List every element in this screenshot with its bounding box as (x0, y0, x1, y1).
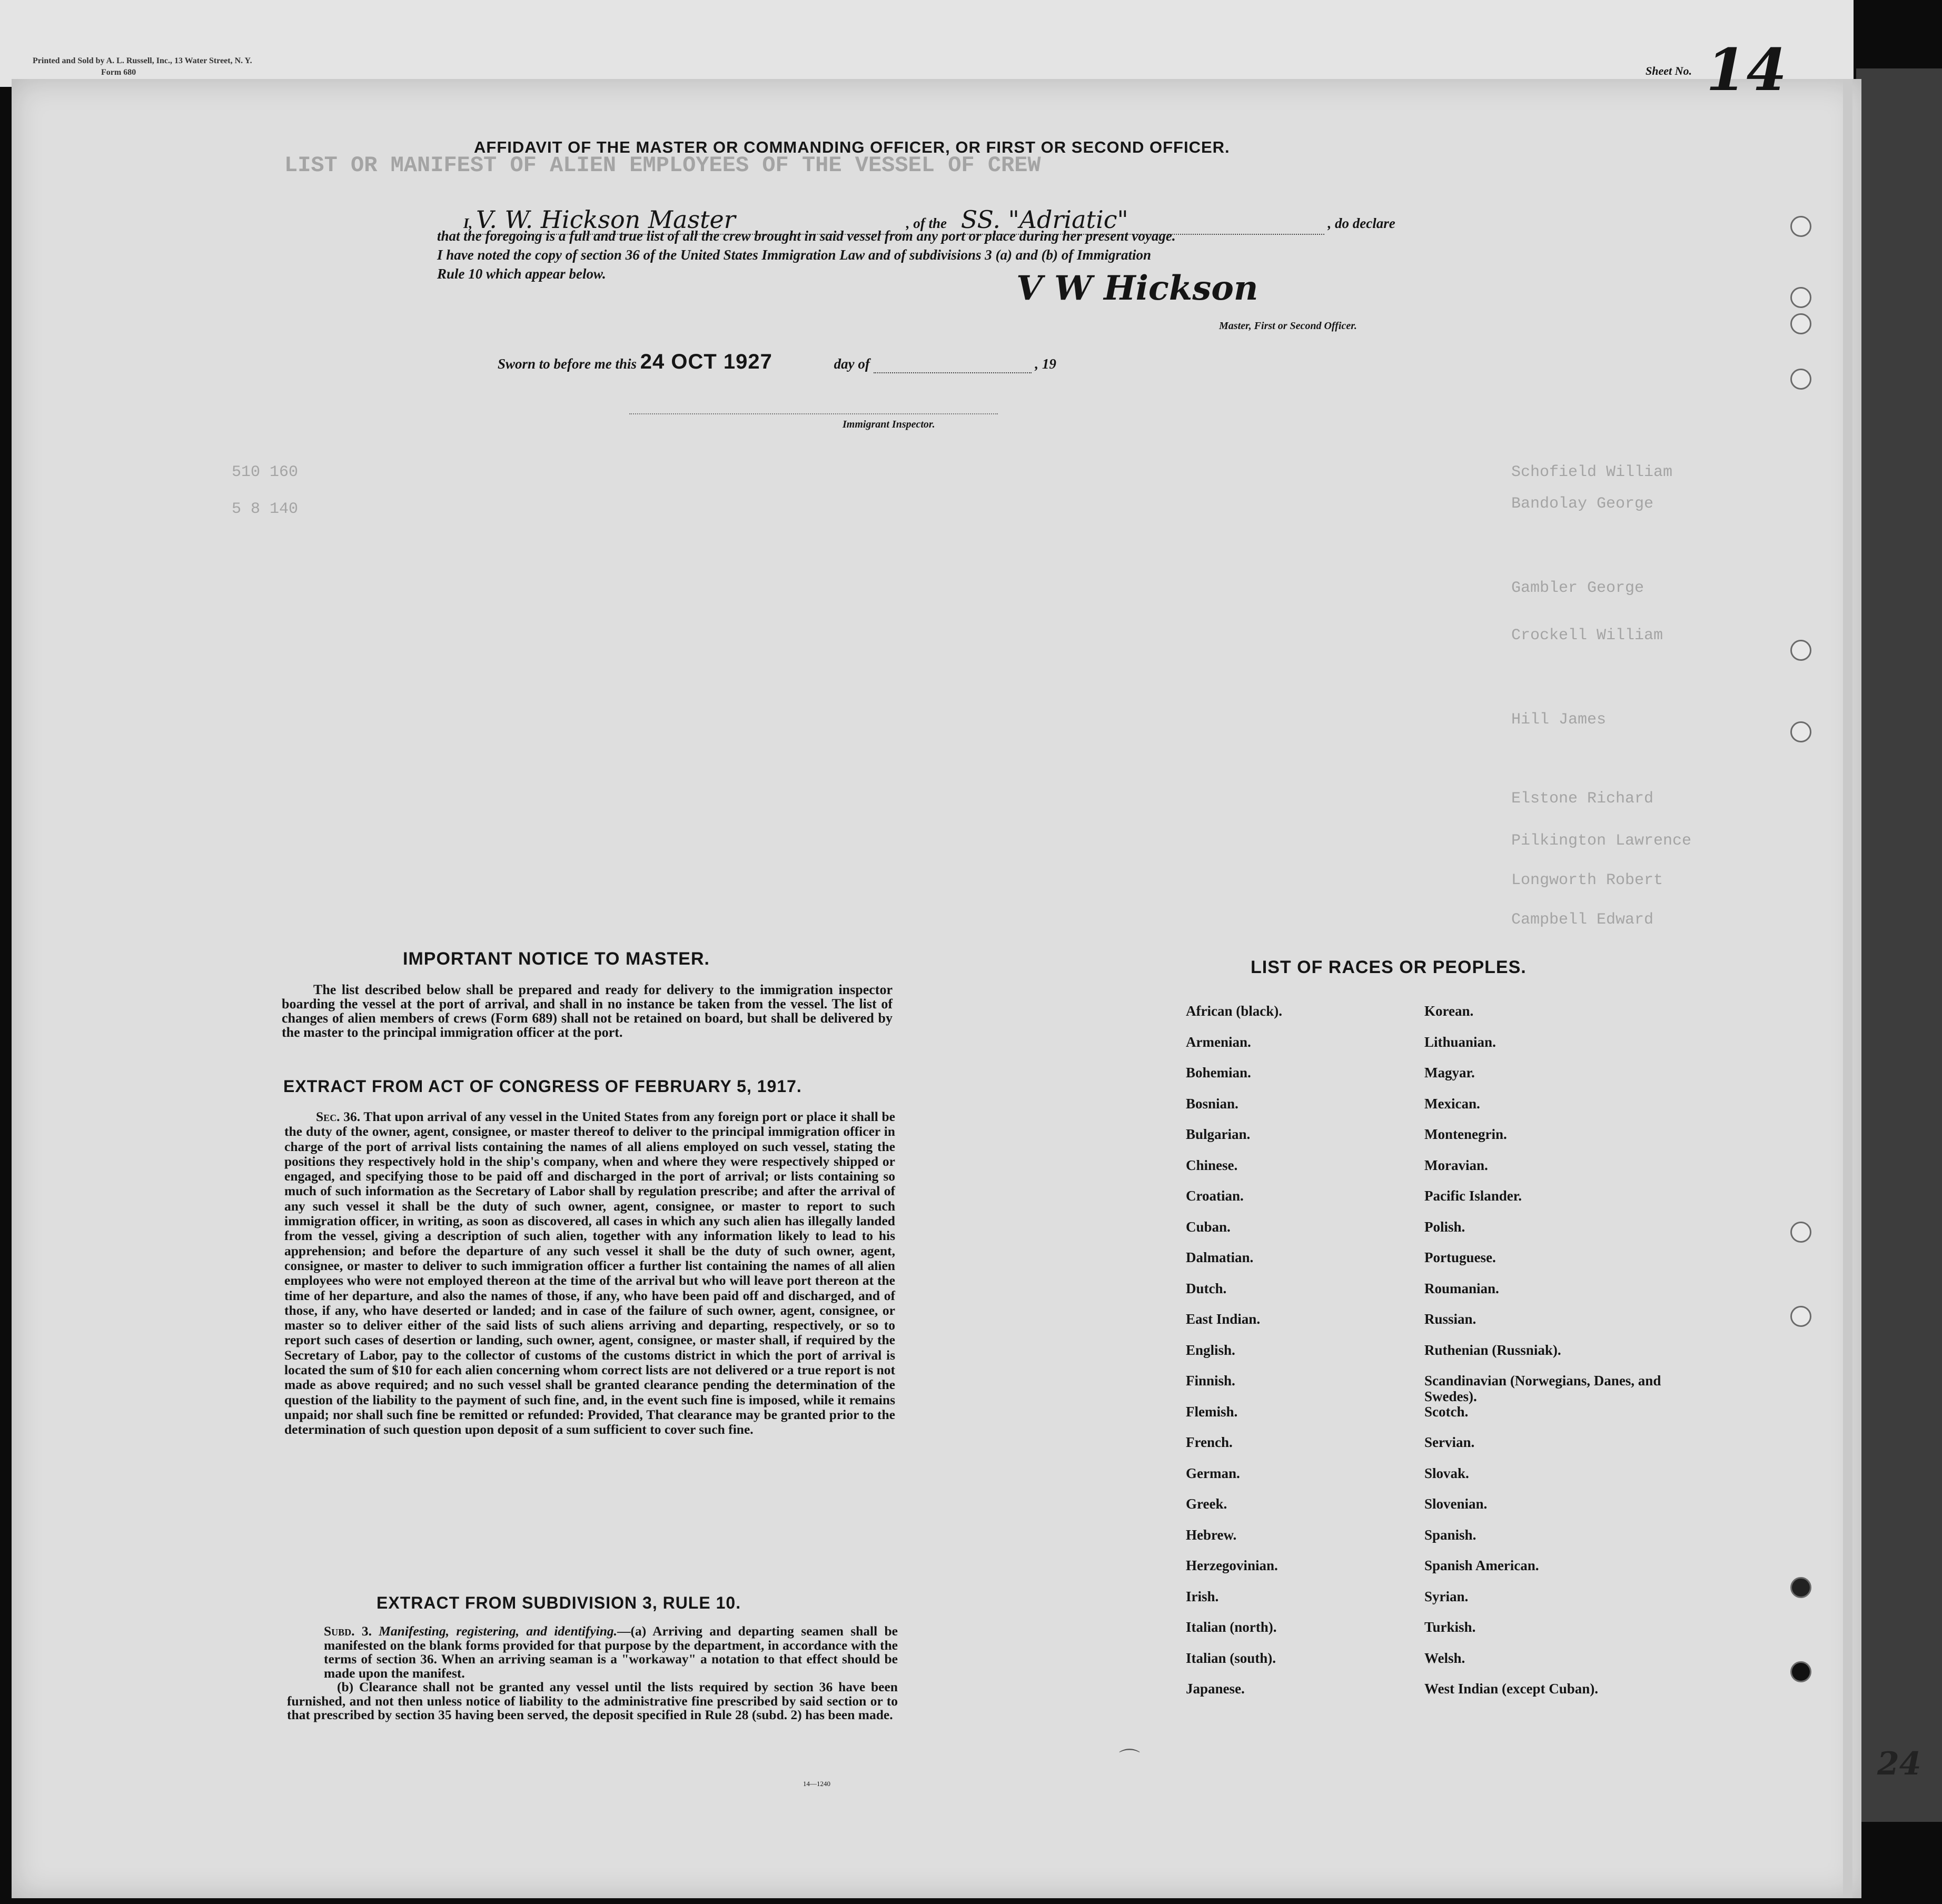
notice-text: The list described below shall be prepared and ready for delivery to the immigration inspector boarding the vessel at the port of arrival, and shall in no instance be taken from the vessel. The list of changes of alien members of crews (Form 689) shall not be retained on board, but shall be delivered by the master to the principal immigration officer at the port. (282, 982, 893, 1040)
race-item: Bosnian. (1186, 1095, 1238, 1112)
declaration-line: I have noted the copy of section 36 of the United States Immigration Law and of subdivisions 3 (a) and (b) of Immigration (437, 247, 1152, 263)
i-label: I, (463, 215, 473, 231)
declaration-text (437, 226, 1448, 283)
extract-act-title: EXTRACT FROM ACT OF CONGRESS OF FEBRUARY 5, 1917. (283, 1077, 802, 1096)
race-item: Herzegovinian. (1186, 1558, 1278, 1573)
race-item: Korean. (1424, 1003, 1474, 1019)
punch-hole (1790, 721, 1811, 742)
inspector-label: Immigrant Inspector. (843, 419, 935, 430)
subdivision-3-text (287, 1623, 898, 1722)
race-item: Lithuanian. (1424, 1034, 1496, 1050)
punch-hole (1790, 640, 1811, 661)
sheet-label: Sheet No. (1646, 64, 1692, 77)
sworn-label: Sworn to before me this (498, 356, 637, 372)
sworn-line (498, 350, 1056, 374)
punch-hole (1790, 287, 1811, 308)
race-item: Ruthenian (Russniak). (1424, 1342, 1561, 1358)
extract-rule-title: EXTRACT FROM SUBDIVISION 3, RULE 10. (376, 1593, 741, 1612)
race-item: West Indian (except Cuban). (1424, 1681, 1599, 1697)
punch-hole (1790, 216, 1811, 237)
race-item: Greek. (1186, 1496, 1227, 1512)
para-b: (b) Clearance shall not be granted any vessel until the lists required by section 36 have been furnished, and not then unless notice of liability to the administrative fine prescribed by said section or to that prescribed by section 35 having been served, the deposit specified in Rule 28 (subd. 2) has been made. (287, 1679, 898, 1722)
top-paper-strip (0, 0, 1854, 87)
subd-heading: Manifesting, registering, and identifying. (379, 1623, 618, 1639)
subd-label: Subd. 3. (324, 1623, 372, 1639)
race-item: Scotch. (1424, 1403, 1469, 1420)
race-item: Spanish. (1424, 1526, 1477, 1543)
punch-hole (1790, 369, 1811, 390)
race-item: East Indian. (1186, 1311, 1261, 1327)
race-item: Japanese. (1186, 1681, 1245, 1697)
corner-mark: 24 (1877, 1746, 1921, 1782)
race-item: Hebrew. (1186, 1526, 1237, 1543)
officer-name: V. W. Hickson Master (476, 205, 736, 234)
inspector-signature-line (629, 413, 998, 414)
races-left-column (1186, 1003, 1439, 1712)
printer-line: Printed and Sold by A. L. Russell, Inc., 13 Water Street, N. Y. (33, 56, 252, 65)
race-item: Montenegrin. (1424, 1126, 1507, 1142)
declaration-line: Rule 10 which appear below. (437, 266, 606, 282)
punch-hole (1790, 1661, 1811, 1682)
race-item: Welsh. (1424, 1650, 1465, 1666)
race-item: Cuban. (1186, 1218, 1231, 1235)
notice-body (282, 983, 893, 1039)
declaration-line: that the foregoing is a full and true list of all the crew brought in said vessel from any port or place during her present voyage. (437, 228, 1176, 244)
declare-label: , do declare (1327, 215, 1395, 231)
notice-title: IMPORTANT NOTICE TO MASTER. (403, 949, 710, 969)
race-item: Moravian. (1424, 1157, 1488, 1173)
race-item: Turkish. (1424, 1619, 1476, 1635)
race-item: Finnish. (1186, 1373, 1235, 1389)
race-item: Italian (north). (1186, 1619, 1277, 1635)
race-item: Bulgarian. (1186, 1126, 1251, 1142)
date-stamp: 24 OCT 1927 (640, 350, 772, 373)
master-signature: V W Hickson (1016, 269, 1259, 308)
sheet-number: 14 (1706, 36, 1787, 104)
section-36-text (284, 1109, 895, 1437)
race-item: Portuguese. (1424, 1250, 1496, 1265)
race-item: Magyar. (1424, 1065, 1475, 1080)
vessel-name: SS. "Adriatic" (960, 205, 1128, 234)
section-body: That upon arrival of any vessel in the United States from any foreign port or place it shall be the duty of the owner, agent, consignee, or master thereof to deliver to the principal immigration officer in charge of the port of arrival lists containing the names of all aliens employed on such vessel, stating the positions they respectively hold in the ship's company, when and where they were respectively shipped or engaged, and specifying those to be paid off and discharged in the port of arrival; or lists containing so much of such information as the Secretary of Labor shall by regulation prescribe; and after the arrival of any such vessel it shall be the duty of such owner, agent, consignee, or master to report to such immigration officer, in writing, as soon as discovered, all cases in which any such alien has illegally landed from the vessel, giving a description of such alien, together with any information likely to lead to his apprehension; and before the departure of any such vessel it shall be the duty of such owner, agent, consignee, or master to deliver to such immigration officer a further list containing the names of all alien employees who were not employed thereon at the time of the arrival but who will leave port thereon at the time of her departure, and also the names of those, if any, who have been paid off and discharged, and of those, if any, who have deserted or landed; and in case of the failure of such owner, agent, consignee, or master so to deliver either of the said lists of such aliens arriving and departing, respectively, or so to report such cases of desertion or landing, such owner, agent, consignee, or master shall, if required by the Secretary of Labor, pay to the collector of customs of the customs district in which the port of arrival is located the sum of $10 for each alien concerning whom correct lists are not delivered or a true report is not made as above required; and no such vessel shall be granted clearance pending the determination of the question of the liability to the payment of such fine, and, in the event such fine is imposed, while it remains unpaid; nor shall such fine be remitted or refunded: Provided, That clearance may be granted prior to the determination of such question upon deposit of a sum sufficient to cover such fine. (284, 1109, 895, 1437)
race-item: Pacific Islander. (1424, 1188, 1522, 1204)
race-item: Slovenian. (1424, 1496, 1488, 1512)
race-item: Bohemian. (1186, 1065, 1251, 1080)
race-item: Servian. (1424, 1434, 1475, 1450)
race-item: English. (1186, 1342, 1235, 1358)
form-number: Form 680 (101, 68, 136, 77)
race-item: Syrian. (1424, 1588, 1469, 1604)
race-item: Roumanian. (1424, 1280, 1499, 1296)
month-blank (874, 356, 1032, 373)
affidavit-title: AFFIDAVIT OF THE MASTER OR COMMANDING OFFICER, OR FIRST OR SECOND OFFICER. (474, 138, 1230, 156)
race-item: Croatian. (1186, 1188, 1244, 1204)
pencil-mark: ⌒ (1119, 1748, 1140, 1771)
scan-shadow (1856, 68, 1942, 1822)
punch-hole (1790, 1306, 1811, 1327)
punch-hole (1790, 313, 1811, 334)
race-item: Irish. (1186, 1588, 1219, 1604)
race-item: Russian. (1424, 1311, 1477, 1327)
race-item: Flemish. (1186, 1403, 1238, 1420)
punch-hole (1790, 1222, 1811, 1243)
race-item: Italian (south). (1186, 1650, 1276, 1666)
race-item: Dalmatian. (1186, 1250, 1254, 1265)
race-item: Spanish American. (1424, 1558, 1539, 1573)
race-item: African (black). (1186, 1003, 1282, 1019)
races-right-column (1424, 1003, 1677, 1712)
of-the-label: , of the (906, 215, 947, 231)
races-title: LIST OF RACES OR PEOPLES. (1251, 957, 1527, 977)
race-item: German. (1186, 1465, 1240, 1481)
race-item: Slovak. (1424, 1465, 1469, 1481)
race-item: Dutch. (1186, 1280, 1227, 1296)
punch-hole (1790, 1577, 1811, 1598)
printer-imprint (33, 55, 252, 78)
race-item: Armenian. (1186, 1034, 1251, 1050)
race-item: French. (1186, 1434, 1233, 1450)
signature-role: Master, First or Second Officer. (1219, 320, 1357, 332)
day-of-label: day of (834, 356, 870, 372)
race-item: Scandinavian (Norwegians, Danes, and Swedes). (1424, 1373, 1661, 1404)
para-a (324, 1624, 898, 1680)
race-item: Polish. (1424, 1218, 1465, 1235)
race-item: Mexican. (1424, 1095, 1480, 1112)
year-label: , 19 (1035, 356, 1056, 372)
para-a-text: —(a) Arriving and departing seamen shall be manifested on the blank forms provided for that purpose by the department, in accordance with the terms of section 36. When an arriving seaman is a "workaway" a notation to that effect should be made upon the manifest. (324, 1623, 898, 1681)
race-item: Chinese. (1186, 1157, 1238, 1173)
section-label: Sec. 36. (316, 1109, 361, 1124)
page-edge (1843, 79, 1852, 1898)
form-code: 14—1240 (803, 1780, 830, 1788)
